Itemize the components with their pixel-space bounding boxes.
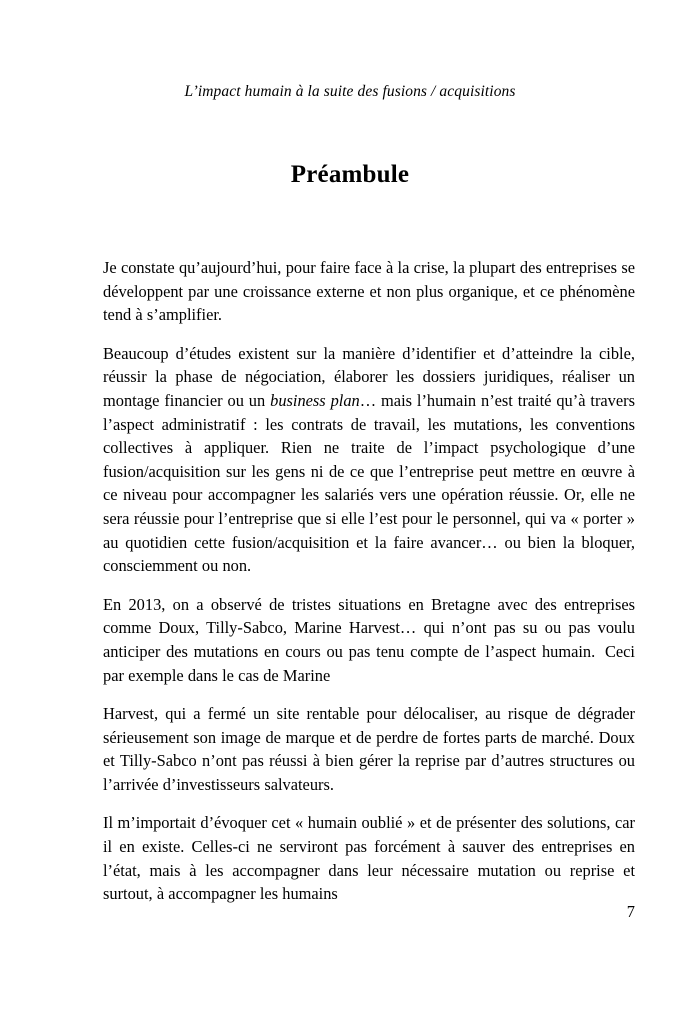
paragraph-3-run-1: En 2013, on a observé de tristes situations en Bretagne avec des entreprises comme Doux, Tilly-Sabco, Marine Harvest… qui n’ont pas su ou pas voulu anticiper des mutations en cours ou pas tenu compte de l’aspect humain. [103, 594, 635, 661]
paragraph-1-text: Je constate qu’aujourd’hui, pour faire face à la crise, la plupart des entreprises se développent par une croissance externe et non plus organique, et ce phénomène tend à s’amplifier. [103, 258, 635, 325]
paragraph-5-text: Il m’importait d’évoquer cet « humain oublié » et de présenter des solutions, car il en existe. Celles-ci ne serviront pas forcément à sauver des entreprises en l’état, mais à les accompagner dans leur nécessaire mutation ou reprise et surtout, à accompagner les humains [103, 813, 635, 904]
running-header: L’impact humain à la suite des fusions / acquisitions [184, 83, 516, 100]
paragraph-2 [103, 342, 635, 578]
paragraph-2-run-3: … mais l’humain n’est traité qu’à travers l’aspect administratif : les contrats de travail, les mutations, les conventions collectives à appliquer. Rien ne traite de l’impact psychologique d’une fusion/acquisition sur les gens ni de ce que l’entreprise peut mettre en œuvre à ce niveau pour accompagner les salariés vers une opération réussie. Or, elle ne sera réussie pour l’entreprise que si elle l’est pour le personnel, qui va « porter » au quotidien cette fusion/acquisition et la faire avancer… ou bien la bloquer, consciemment ou non. [103, 390, 635, 576]
body-text-column [103, 256, 635, 906]
paragraph-3 [103, 593, 635, 687]
page-number: 7 [626, 902, 635, 921]
paragraph-3-run-2: Ceci par exemple dans le cas de Marine [103, 641, 635, 685]
page-title: Préambule [290, 161, 410, 188]
sentence-gap [595, 642, 605, 661]
paragraph-4-text: Harvest, qui a fermé un site rentable pour délocaliser, au risque de dégrader sérieusement son image de marque et de perdre de fortes parts de marché. Doux et Tilly-Sabco n’ont pas réussi à bien gérer la reprise par d’autres structures ou l’arrivée d’investisseurs salvateurs. [103, 704, 635, 794]
paragraph-2-italic-term: business plan [270, 390, 360, 410]
paragraph-5 [103, 811, 635, 905]
paragraph-4 [103, 702, 635, 796]
paragraph-1 [103, 256, 635, 327]
paragraph-2-run-1: Beaucoup d’études existent sur la manière d’identifier et d’atteindre la cible, réussir la phase de négociation, élaborer les dossiers juridiques, réaliser un montage financier ou un [103, 343, 635, 410]
